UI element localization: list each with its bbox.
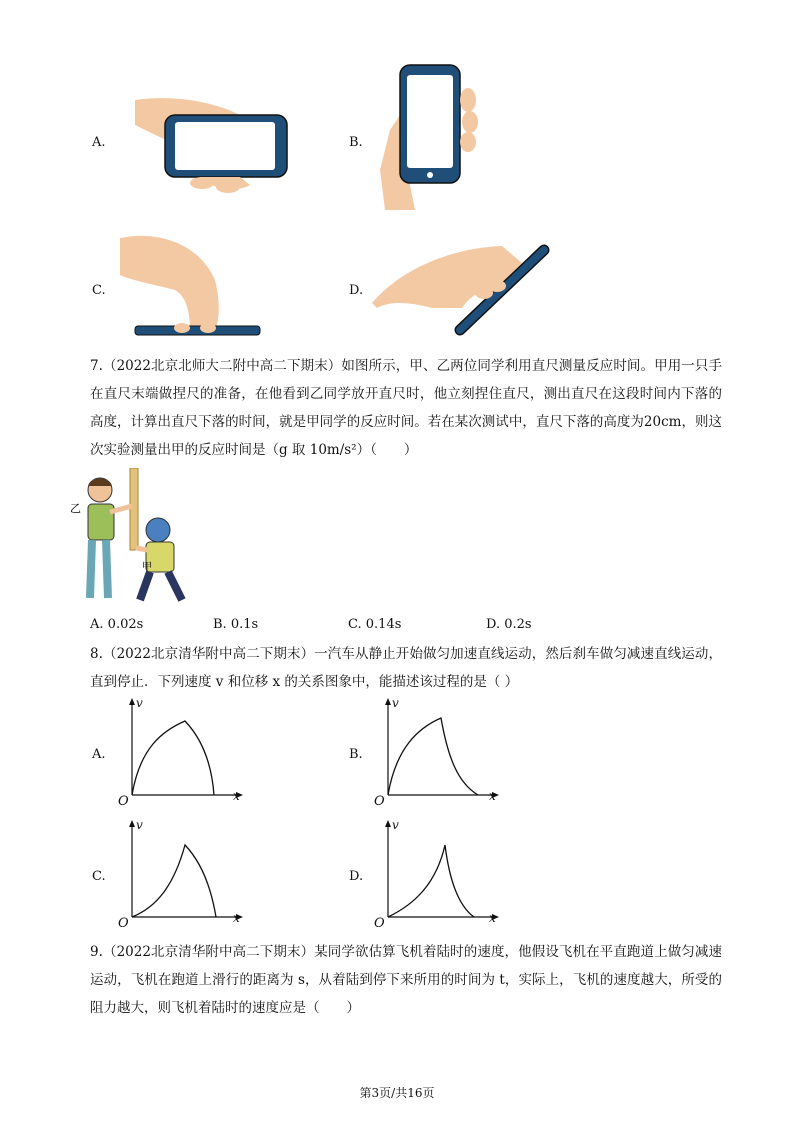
q9-number: 9. [90,944,103,960]
q7-text: （2022北京北师大二附中高二下期末）如图所示，甲、乙两位同学利用直尺测量反应时间。甲用一只手在直尺末端做捏尺的准备，在他看到乙同学放开直尺时，他立刻捏住直尺，测出直尺在这段时间内下落的高度，计算出直尺下落的时间，就是甲同学的反应时间。若在某次测试中，直尺下落的高度为20cm，则这次实验测量出甲的反应时间是（g 取 10m/s²）（ ） [90,358,722,458]
q6-option-a-label: A. [92,135,106,150]
q8-c-axis-x: x [233,911,240,925]
q7-option-c[interactable]: C. 0.14s [348,617,402,632]
q7-label-person-b: 乙 [70,502,81,515]
q8-b-axis-x: x [489,789,496,803]
q7-option-a[interactable]: A. 0.02s [90,617,144,632]
q6-option-d-label: D. [349,283,364,298]
question-7 [90,352,722,464]
q6-option-c-label: C. [92,283,106,298]
q8-b-origin: O [374,794,385,808]
q8-graph-a [112,693,252,808]
q8-d-axis-v: v [392,818,399,832]
q9-text: （2022北京清华附中高二下期末）某同学欲估算飞机着陆时的速度，他假设飞机在平直跑道上做匀减速运动，飞机在跑道上滑行的距离为 s，从着陆到停下来所用的时间为 t，实际上，飞机的速度越大，所受的阻力越大，则飞机着陆时的速度应是（ ） [90,944,722,1016]
q6-figure-c [120,230,270,342]
q6-figure-d [372,238,552,338]
q8-d-origin: O [374,916,385,930]
q6-figure-b [380,60,490,210]
question-8 [90,640,722,696]
q8-graph-d [368,815,508,930]
q8-a-axis-x: x [233,789,240,803]
q8-graph-c [112,815,252,930]
q7-option-d[interactable]: D. 0.2s [486,617,532,632]
q8-number: 8. [90,646,103,662]
q7-number: 7. [90,358,103,374]
q7-option-b[interactable]: B. 0.1s [213,617,259,632]
q8-option-b-label: B. [349,747,363,762]
q8-d-axis-x: x [489,911,496,925]
q8-text: （2022北京清华附中高二下期末）一汽车从静止开始做匀加速直线运动，然后刹车做匀减速直线运动，直到停止．下列速度 v 和位移 x 的关系图象中，能描述该过程的是（ ） [90,646,722,690]
q6-option-b-label: B. [349,135,363,150]
q8-a-origin: O [118,794,129,808]
page-footer: 第3页/共16页 [359,1086,435,1100]
q7-figure-ruler-test [70,468,195,608]
q8-c-axis-v: v [136,818,143,832]
q8-a-axis-v: v [136,696,143,710]
q8-option-d-label: D. [349,869,364,884]
q8-graph-b [368,693,508,808]
q8-b-axis-v: v [392,696,399,710]
q6-figure-a [130,90,300,200]
q7-label-person-a: 甲 [142,562,152,573]
q8-c-origin: O [118,916,129,930]
question-9 [90,938,722,1022]
q8-option-c-label: C. [92,869,106,884]
q8-option-a-label: A. [92,747,106,762]
